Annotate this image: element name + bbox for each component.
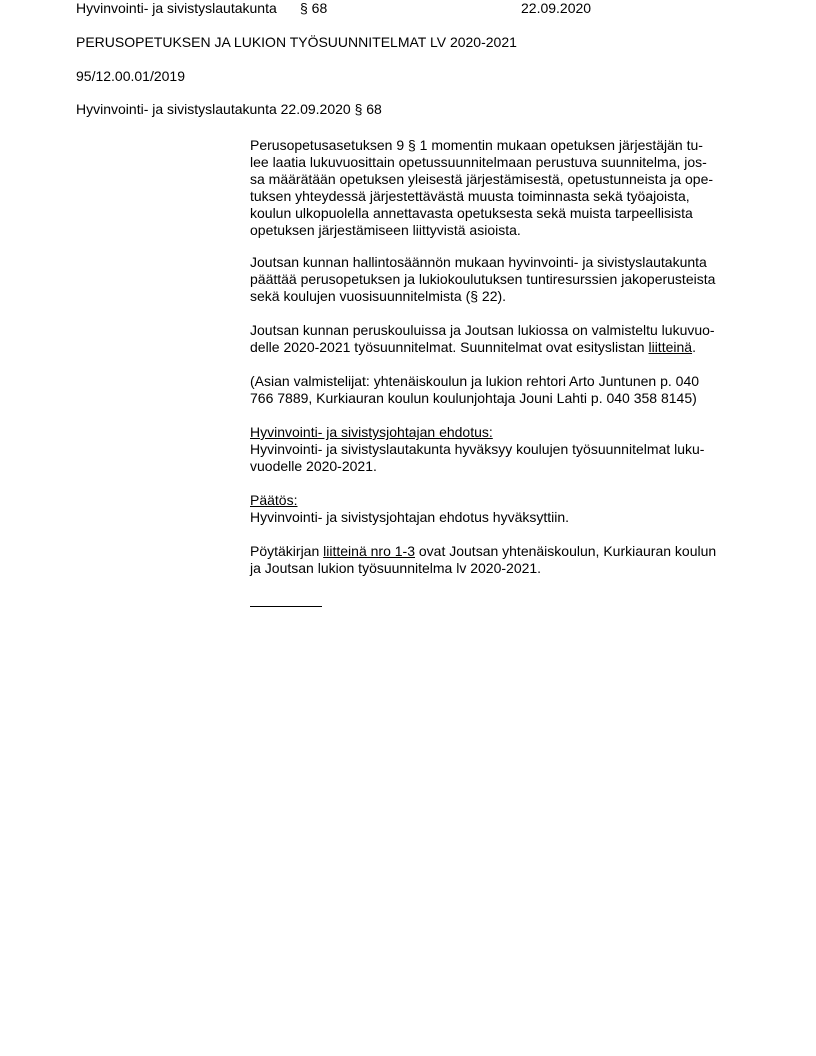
section-number: § 68 [300, 0, 328, 16]
paragraph-work-plans [250, 322, 715, 356]
end-divider [250, 606, 322, 607]
text-line: sa määrätään opetuksen yleisestä järjestämisestä, opetustunneista ja ope- [250, 171, 714, 187]
attachments-link[interactable]: liitteinä [648, 339, 693, 355]
text-line: koulun ulkopuolella annettavasta opetuksesta sekä muista tarpeellisista [250, 205, 693, 221]
text-segment: delle 2020-2021 työsuunnitelmat. Suunnitelmat ovat esityslistan [250, 339, 649, 355]
text-segment: Pöytäkirjan [250, 543, 324, 559]
attachments-section [250, 543, 716, 577]
text-line: Joutsan kunnan peruskouluissa ja Joutsan lukiossa on valmisteltu lukuvuo- [250, 322, 715, 338]
decision-text: Hyvinvointi- ja sivistysjohtajan ehdotus hyväksyttiin. [250, 509, 570, 525]
document-title: PERUSOPETUKSEN JA LUKION TYÖSUUNNITELMAT LV 2020-2021 [76, 34, 517, 50]
text-line: vuodelle 2020-2021. [250, 458, 377, 474]
text-line: Hyvinvointi- ja sivistyslautakunta hyväksyy koulujen työsuunnitelmat luku- [250, 441, 705, 457]
paragraph-legal-basis [250, 137, 713, 239]
decision-section [250, 492, 569, 526]
text-line: tuksen yhteydessä järjestettävästä muusta toiminnasta sekä työajoista, [250, 188, 690, 204]
decision-heading: Päätös: [250, 492, 298, 508]
meeting-date: 22.09.2020 [521, 0, 592, 16]
text-line: lee laatia lukuvuosittain opetussuunnitelmaan perustuva suunnitelma, jos- [250, 154, 707, 170]
text-line: 766 7889, Kurkiauran koulun koulunjohtaja Jouni Lahti p. 040 358 8145) [250, 390, 697, 406]
text-line: (Asian valmistelijat: yhtenäiskoulun ja lukion rehtori Arto Juntunen p. 040 [250, 373, 700, 389]
text-segment: ovat Joutsan yhtenäiskoulun, Kurkiauran koulun [414, 543, 717, 559]
text-line [250, 339, 715, 356]
record-number: 95/12.00.01/2019 [76, 68, 185, 84]
text-line: opetuksen järjestämiseen liittyvistä asioista. [250, 222, 521, 238]
text-line [250, 543, 716, 560]
committee-name: Hyvinvointi- ja sivistyslautakunta [76, 0, 277, 16]
proposal-section [250, 424, 704, 475]
text-segment: . [692, 339, 696, 355]
paragraph-preparers [250, 373, 699, 407]
attachments-numbered-link[interactable]: liitteinä nro 1-3 [323, 543, 415, 559]
text-line: sekä koulujen vuosisuunnitelmista (§ 22). [250, 288, 507, 304]
text-line: Perusopetusasetuksen 9 § 1 momentin mukaan opetuksen järjestäjän tu- [250, 137, 703, 153]
paragraph-administrative-rule [250, 254, 715, 305]
text-line: Joutsan kunnan hallintosäännön mukaan hyvinvointi- ja sivistyslautakunta [250, 254, 707, 270]
meeting-line: Hyvinvointi- ja sivistyslautakunta 22.09.2020 § 68 [76, 101, 382, 117]
proposal-heading: Hyvinvointi- ja sivistysjohtajan ehdotus: [250, 424, 493, 440]
text-line: ja Joutsan lukion työsuunnitelma lv 2020-2021. [250, 560, 542, 576]
text-line: päättää perusopetuksen ja lukiokoulutuksen tuntiresurssien jakoperusteista [250, 271, 716, 287]
